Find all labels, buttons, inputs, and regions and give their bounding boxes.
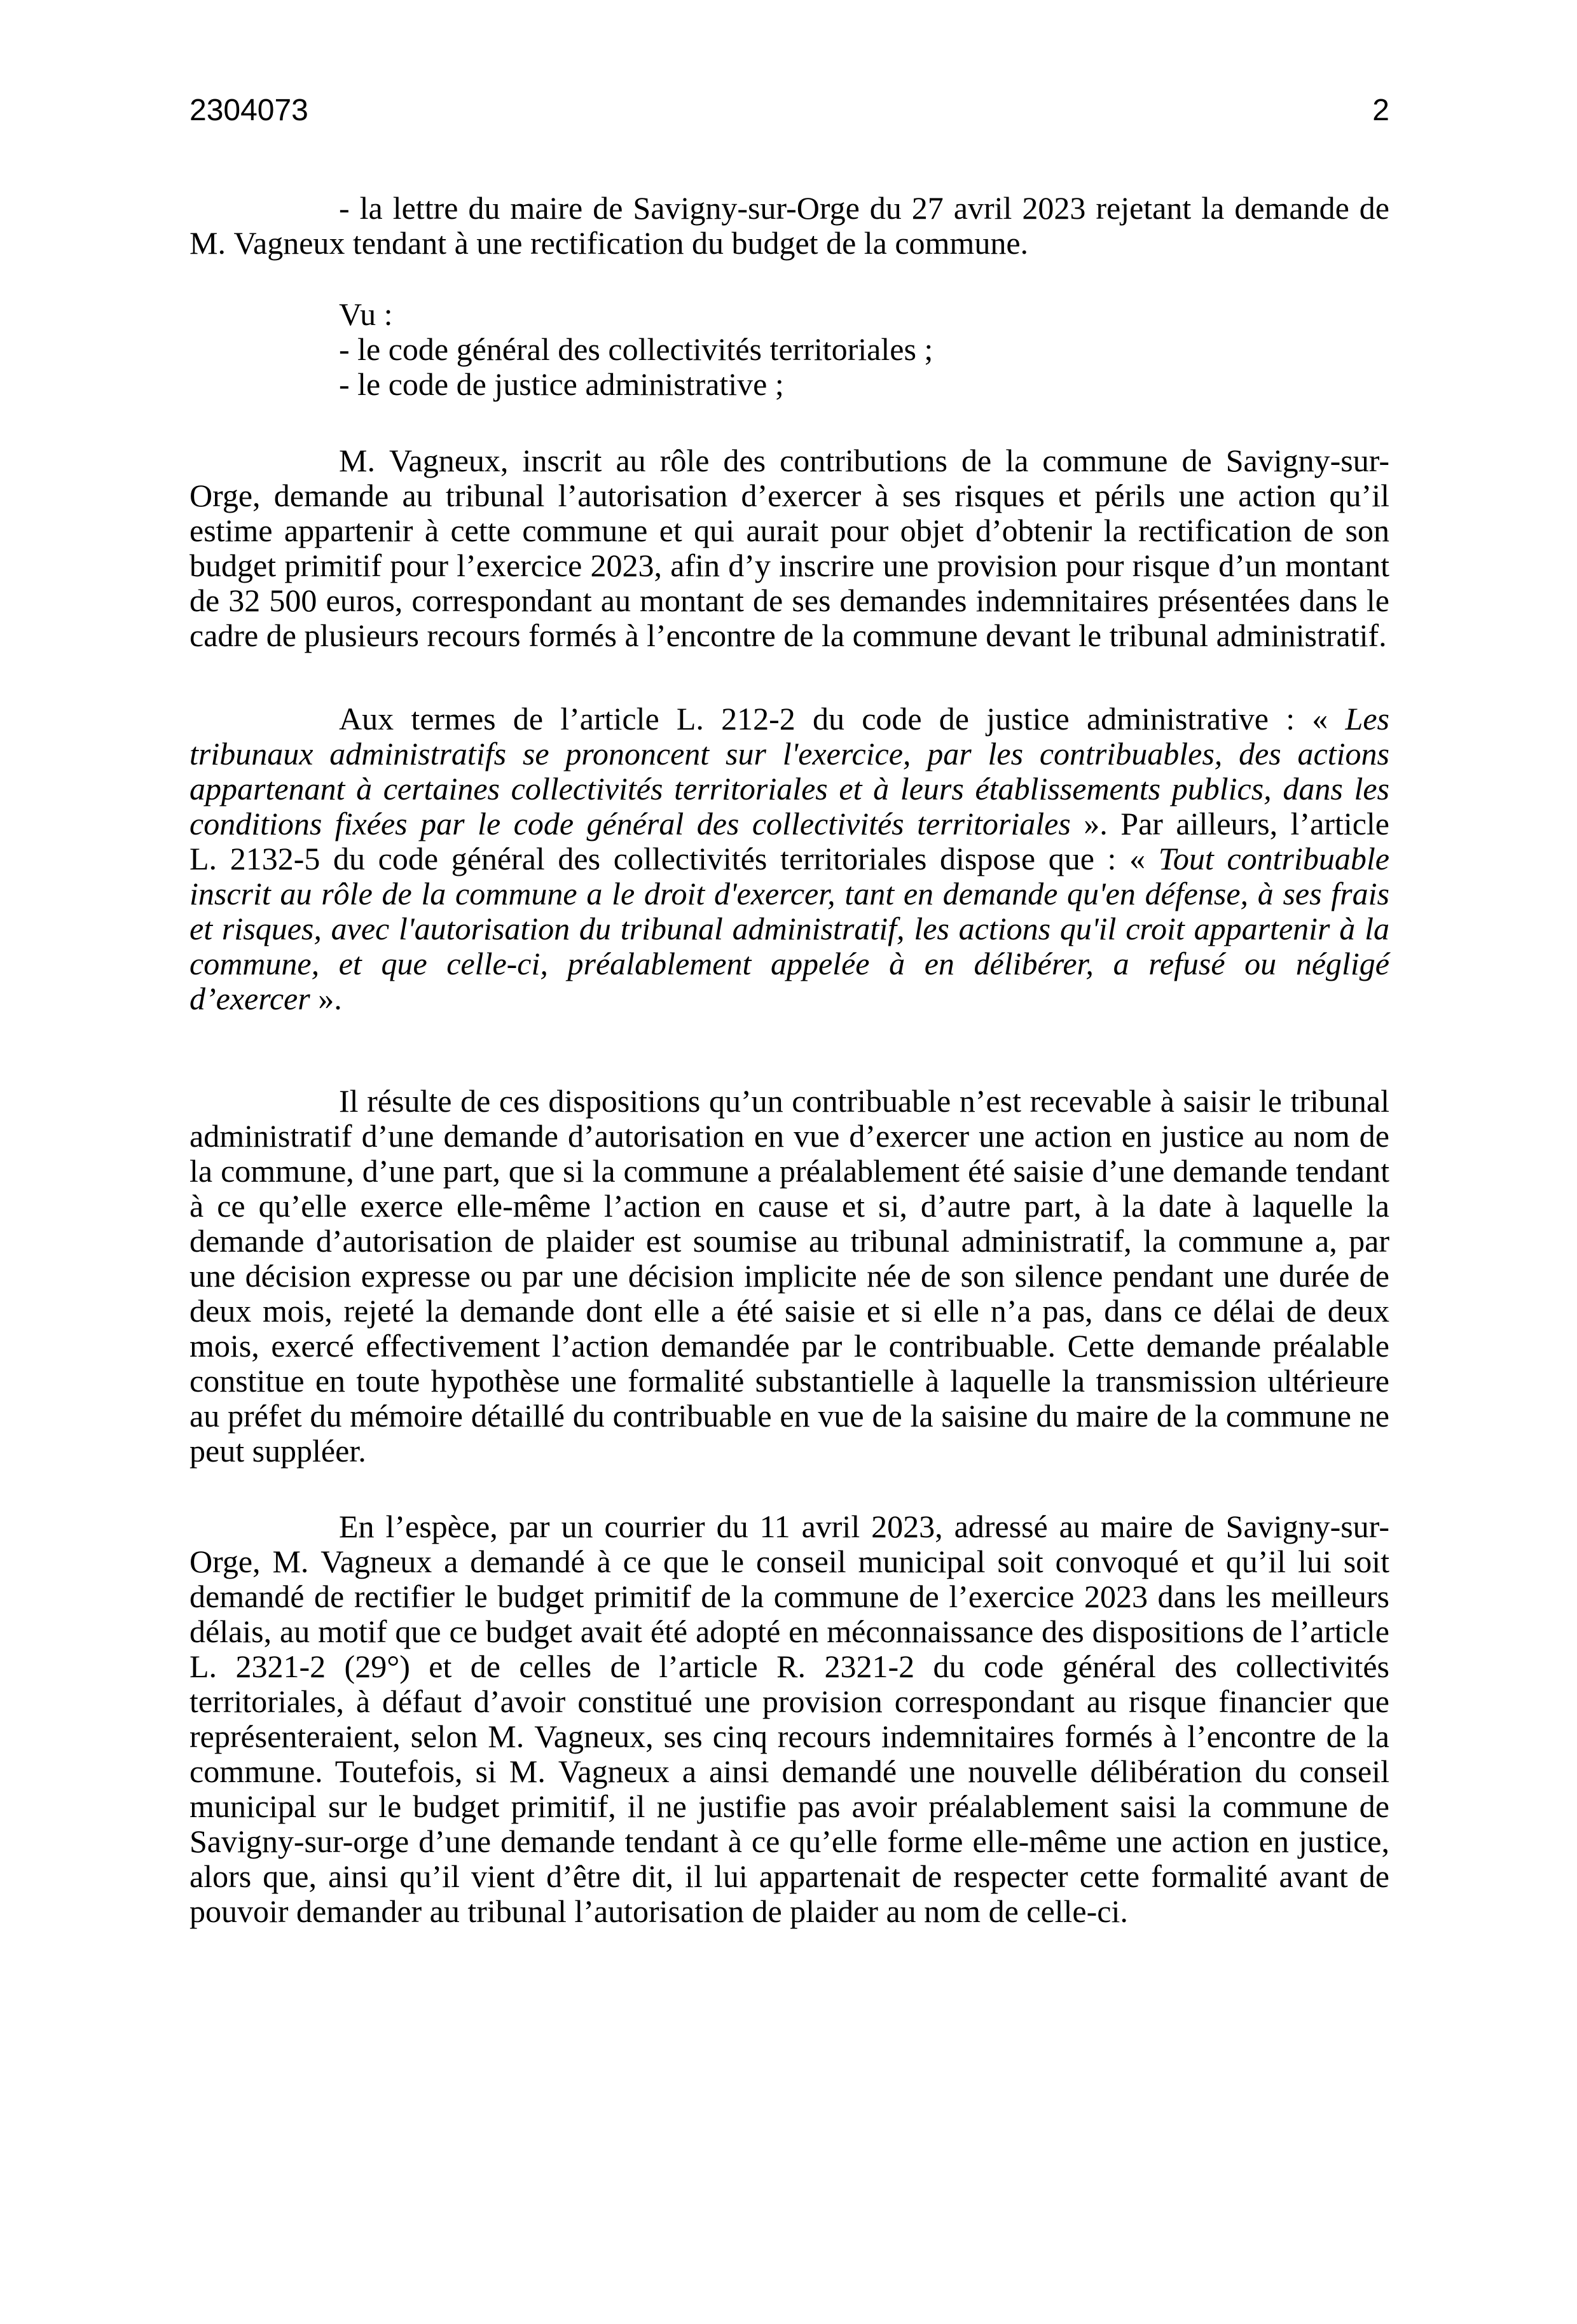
visa-item-code-collectivites: - le code général des collectivités territoriales ; xyxy=(339,331,933,367)
document-page xyxy=(0,93,1577,2324)
paragraph-lettre-maire: - la lettre du maire de Savigny-sur-Orge du 27 avril 2023 rejetant la demande de M. Vagneux tendant à une rectification du budget de la commune. xyxy=(189,190,1389,261)
page-number: 2 xyxy=(1372,93,1389,127)
citation-closing: ». xyxy=(310,981,342,1016)
paragraph-demande-vagneux: M. Vagneux, inscrit au rôle des contributions de la commune de Savigny-sur-Orge, demande au tribunal l’autorisation d’exercer à ses risques et périls une action qu’il estime appartenir à cette commune et qui aurait pour objet d’obtenir la rectification de son budget primitif pour l’exercice 2023, afin d’y inscrire une provision pour risque d’un montant de 32 500 euros, correspondant au montant de ses demandes indemnitaires présentées dans le cadre de plusieurs recours formés à l’encontre de la commune devant le tribunal administratif. xyxy=(189,443,1389,653)
visa-block xyxy=(189,297,1389,402)
paragraph-en-espece: En l’espèce, par un courrier du 11 avril 2023, adressé au maire de Savigny-sur-Orge, M. Vagneux a demandé à ce que le conseil municipal soit convoqué et qu’il lui soit demandé de rectifier le budget primitif de la commune de l’exercice 2023 dans les meilleurs délais, au motif que ce budget avait été adopté en méconnaissance des dispositions de l’article L. 2321-2 (29°) et de celles de l’article R. 2321-2 du code général des collectivités territoriales, à défaut d’avoir constitué une provision correspondant au risque financier que représenteraient, selon M. Vagneux, ses cinq recours indemnitaires formés à l’encontre de la commune. Toutefois, si M. Vagneux a ainsi demandé une nouvelle délibération du conseil municipal sur le budget primitif, il ne justifie pas avoir préalablement saisi la commune de Savigny-sur-orge d’une demande tendant à ce qu’elle forme elle-même une action en justice, alors que, ainsi qu’il vient d’être dit, il lui appartenait de respecter cette formalité avant de pouvoir demander au tribunal l’autorisation de plaider au nom de celle-ci. xyxy=(189,1509,1389,1929)
page-header xyxy=(189,93,1389,128)
citation-intro-cja: Aux termes de l’article L. 212-2 du code de justice administrative : « xyxy=(339,701,1346,737)
visa-item-code-justice: - le code de justice administrative ; xyxy=(339,366,784,402)
paragraph-citations-articles xyxy=(189,702,1389,1016)
case-number: 2304073 xyxy=(189,93,308,127)
visa-label: Vu : xyxy=(339,296,393,332)
quote-cja-l212-2: Les tribunaux administratifs se prononcent sur l'exercice, par les contribuables, des actions appartenant à certaines collectivités territoriales et à leurs établissements publics, dans les conditions fixées par le code général des collectivités territoriales xyxy=(189,701,1389,841)
paragraph-il-resulte: Il résulte de ces dispositions qu’un contribuable n’est recevable à saisir le tribunal administratif d’une demande d’autorisation en vue d’exercer une action en justice au nom de la commune, d’une part, que si la commune a préalablement été saisie d’une demande tendant à ce qu’elle exerce elle-même l’action en cause et si, d’autre part, à la date à laquelle la demande d’autorisation de plaider est soumise au tribunal administratif, la commune a, par une décision expresse ou par une décision implicite née de son silence pendant une durée de deux mois, rejeté la demande dont elle a été saisie et si elle n’a pas, dans ce délai de deux mois, exercé effectivement l’action demandée par le contribuable. Cette demande préalable constitue en toute hypothèse une formalité substantielle à laquelle la transmission ultérieure au préfet du mémoire détaillé du contribuable en vue de la saisine du maire de la commune ne peut suppléer. xyxy=(189,1083,1389,1469)
citation-intro-cgct: ». Par ailleurs, l’article L. 2132-5 du code général des collectivités territoriales dispose que : « xyxy=(189,806,1390,876)
quote-cgct-l2132-5: Tout contribuable inscrit au rôle de la commune a le droit d'exercer, tant en demande qu'en défense, à ses frais et risques, avec l'autorisation du tribunal administratif, les actions qu'il croit appartenir à la commune, et que celle-ci, préalablement appelée à en délibérer, a refusé ou négligé d’exercer xyxy=(189,841,1389,1016)
